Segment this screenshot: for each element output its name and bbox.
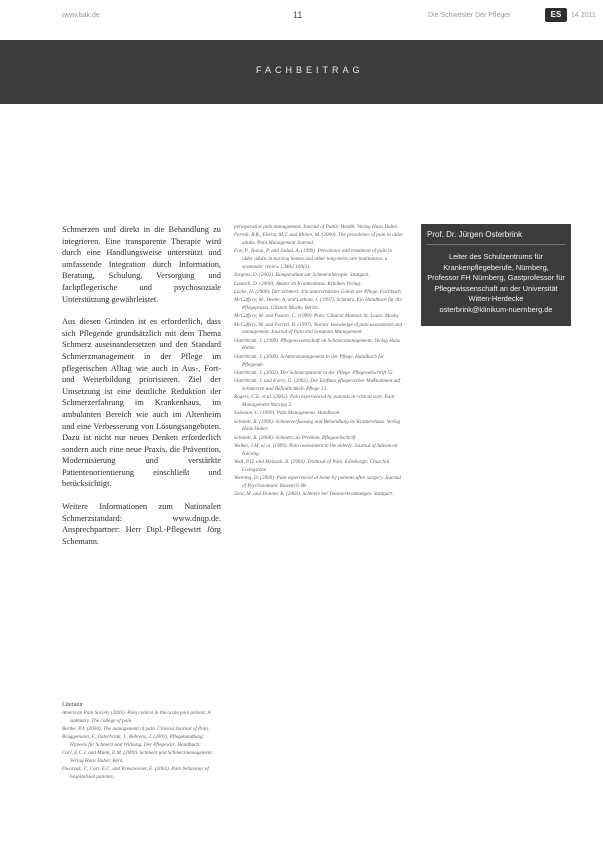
reference-item: American Pain Society (2005). Pain control in the acute pain patient. A summary. The college of pain. [62, 709, 211, 724]
reference-item: Zens, M. and Donner, B. (2003). Schmerz bei Tumorerkrankungen. Stuttgart. [234, 491, 394, 498]
body-paragraph: Schmerzen und direkt in die Behandlung zu integrieren. Eine transparente Therapie wird durch eine Handlungsweise unterstützt und umfassende Integration durch Information, Beratung, Schulung, Versorgung und fachpflegerische und psychosoziale Unterstützung gewährleistet. [62, 225, 221, 304]
author-bio: Leiter des Schulzentrums für Krankenpflegeberufe, Nürnberg, Professor FH Nürnberg, Gastprofessor für Pflegewissenschaft an der Universität Witten-Herdecke [427, 252, 565, 304]
reference-item: Osterbrink, J. und Evers, G. (2002). Der Einfluss pflegerischer Maßnahmen auf Schmerzen und Befindlichkeit. Pflege 13. [234, 378, 401, 392]
reference-item: Walker, J.M. et al. (1999). Pain assessment in the elderly. Journal of Advanced Nursing. [234, 443, 398, 457]
reference-item: perioperative pain management. Journal of Public Health. Verlag Hans Huber. [234, 224, 399, 230]
section-title: FACHBEITRAG [256, 65, 364, 75]
header-journal-title: Die Schwester Der Pfleger [428, 12, 511, 19]
reference-item: Osterbrink, J. (2002). Der Schmerzpatient in der Pflege. Pflegezeitschrift 55. [234, 369, 394, 376]
author-name: Prof. Dr. Jürgen Osterbrink [427, 230, 565, 245]
reference-item: Fox, P., Raina, P. and Jadad, A. (1999). Prevalence and treatment of pain in older adults in nursing homes and other long-term care institutions: a systematic review. CMAJ 160(3). [234, 248, 392, 270]
main-text-column [62, 224, 221, 558]
reference-item: Carr, E.C.J. and Mann, E.M. (2000). Schmerz und Schmerzmanagement. Verlag Hans Huber, Bern. [62, 750, 214, 765]
reference-item: Dworzak, T., Carr, E.C. and Kreuzwieser, E. (2003). Pain behaviour of hospitalised patients. [62, 766, 209, 781]
page-number: 11 [293, 10, 303, 20]
reference-item: Rogers, C.E. et al. (2002). Pain experienced by patients in critical care. Pain Management Nursing 3. [234, 394, 395, 409]
section-banner [0, 40, 603, 104]
reference-item: Brüggemann, F., Osterbrink, J., Behrens, J. (2002). Pflegehandlung: Hinweis für Schmerz und Wirkung. Der Pflegewirt, Handbuch. [62, 734, 205, 748]
reference-item: Laatsch, D. (2000). Akuter im Krankenhaus. Kliniken Verlag. [234, 280, 362, 287]
references-column [234, 224, 404, 500]
reference-item: Osterbrink, J. (1999). Pflegewissenschaft im Schmerzmanagement. Verlag Hans Huber. [234, 337, 401, 352]
header-issue: 14 2011 [571, 12, 596, 19]
references-label: Literatur [62, 702, 83, 708]
reference-item: Wareing, D. (2000). Pain experienced at home by patients after surgery. Journal of Psychosomatic Research 48. [234, 475, 401, 489]
author-info-box [421, 224, 571, 326]
reference-item: Wall, P.D. and Melzack, R. (1994). Textbook of Pain. Edinburgh: Churchill Livingstone. [234, 459, 390, 473]
reference-item: Bertke, P.J. (2004). The management of pain. Clinical Journal of Pain. [62, 725, 210, 732]
header-left-text: www.bak.de [62, 12, 100, 19]
author-email[interactable]: osterbrink@klinikum-nuernberg.de [439, 304, 553, 314]
references-bottom [62, 702, 221, 782]
reference-item: McCaffery, M. and Pasero, C. (1999). Pain: Clinical Manual. St. Louis: Mosby. [234, 313, 400, 320]
reference-item: Schmidt, R. (1999). Schmerzerfassung und Behandlung im Krankenhaus. Verlag Hans Huber. [234, 418, 401, 433]
reference-item: Ferrell, B.R., Eberts, M.T. and Rhiner, M. (2000). The prevalence of pain in older adults. Pain Management Journal. [234, 232, 404, 247]
reference-item: McCaffery, M., Beebe, A. and Latham, J. (1997). Schmerz. Ein Handbuch für die Pflegepraxis. Ullstein Mosby, Berlin. [234, 297, 402, 311]
reference-item: Jurgens, D. (2002). Kompendium zur Schmerztherapie. Stuttgart. [234, 272, 370, 279]
reference-item: Salomon, L. (1999). Pain Management. Handbook. [234, 410, 341, 417]
body-paragraph: Aus diesen Gründen ist es erforderlich, dass sich Pflegende grundsätzlich mit dem Thema Schmerz auseinandersetzen und den Standard Schmerzmanagement in der Pflege im pflegerischen Alltag wie auch in Aus-, Fort- und Weiterbildung priorisieren. Ziel der Umsetzung ist eine deutliche Reduktion der Schmerzerfahrung im Krankenhaus, im ambulanten Bereich wie auch im Altenheim und eine Verbesserung von Lösungsangeboten. Dazu ist nicht nur neues Denken erforderlich sondern auch eine neue Praxis, die Prävention, Modernisierung und verstärkte Patientenorientierung einschließt und berücksichtigt. [62, 317, 221, 489]
reference-item: Lücke, H. (2000). Der Schmerz. Ein unterschätztes Gebiet der Pflege. Fachbuch. [234, 288, 402, 295]
reference-item: Osterbrink, J. (2000). Schmerzmanagement in der Pflege. Handbuch für Pflegende. [234, 353, 385, 368]
reference-item: Schmidt, R. (2000). Schmerz als Problem. Pflegezeitschrift. [234, 434, 357, 441]
body-paragraph: Weitere Informationen zum Nationalen Schmerzstandard: www.dnqp.de. Ansprechpartner: Herr Dipl.-Pflegewirt Jörg Schemann. [62, 502, 221, 546]
reference-item: McCaffery, M. and Ferrell, B. (1997). Nurses' knowledge of pain assessment and management. Journal of Pain and Symptom Management. [234, 321, 403, 336]
journal-logo: ES [545, 8, 567, 22]
